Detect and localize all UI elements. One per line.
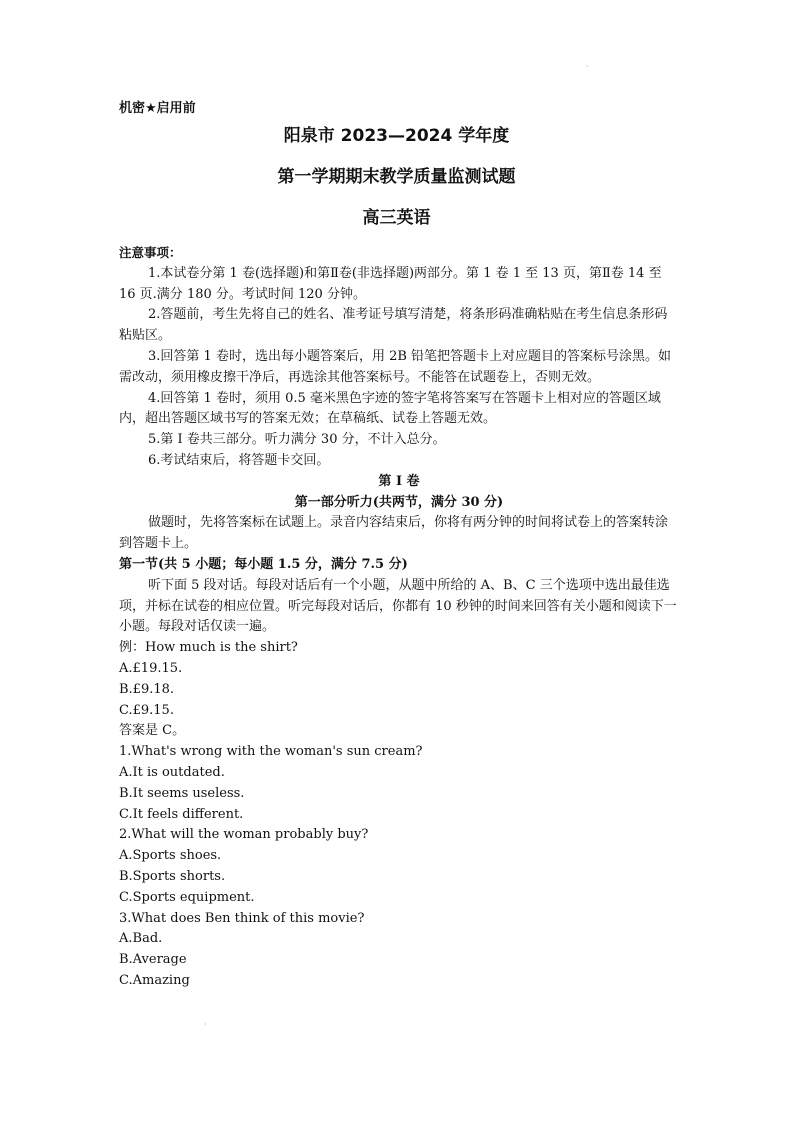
section1-instructions: 听下面 5 段对话。每段对话后有一个小题，从题中所给的 A、B、C 三个选项中选出最佳选项，并标在试卷的相应位置。听完每段对话后，你都有 10 秒钟的时间来回答有关小题和阅读下一小题。每段对话仅读一遍。 (119, 577, 677, 635)
question-1-option-b: B.It seems useless. (119, 785, 245, 801)
exam-title-subject: 高三英语 (362, 208, 431, 228)
example-option-c: C.£9.15. (119, 702, 174, 718)
exam-content (119, 243, 679, 992)
volume-heading: 第 I 卷 (378, 473, 420, 489)
example-answer: 答案是 C。 (119, 723, 186, 739)
scan-dot-top: · (586, 62, 589, 71)
part1-intro: 做题时，先将答案标在试题上。录音内容结束后，你将有两分钟的时间将试卷上的答案转涂到答题卡上。 (119, 515, 669, 552)
notice-item-1: 1.本试卷分第 1 卷(选择题)和第Ⅱ卷(非选择题)两部分。第 1 卷 1 至 13 页，第Ⅱ卷 14 至 16 页.满分 180 分。考试时间 120 分钟。 (119, 265, 662, 302)
example-option-b: B.£9.18. (119, 681, 175, 697)
question-1-option-a: A.It is outdated. (119, 764, 225, 780)
question-2: 2.What will the woman probably buy? (119, 827, 369, 843)
question-3-option-a: A.Bad. (119, 931, 163, 947)
question-2-option-b: B.Sports shorts. (119, 868, 226, 884)
question-2-option-c: C.Sports equipment. (119, 889, 255, 905)
question-1: 1.What's wrong with the woman's sun cream? (119, 744, 423, 760)
exam-title-name: 第一学期期末教学质量监测试题 (277, 167, 516, 187)
scan-dot-bottom: · (204, 1020, 207, 1029)
question-3-option-b: B.Average (119, 952, 187, 968)
exam-title-year: 阳泉市 2023—2024 学年度 (283, 126, 510, 146)
section1-heading: 第一节(共 5 小题；每小题 1.5 分，满分 7.5 分) (119, 556, 408, 572)
part1-heading: 第一部分听力(共两节，满分 30 分) (294, 494, 504, 510)
notice-item-2: 2.答题前，考生先将自己的姓名、准考证号填写清楚，将条形码准确粘贴在考生信息条形码粘贴区。 (119, 307, 668, 344)
example-option-a: A.£19.15. (119, 660, 183, 676)
question-3-option-c: C.Amazing (119, 972, 190, 988)
question-2-option-a: A.Sports shoes. (119, 848, 222, 864)
notice-item-6: 6.考试结束后，将答题卡交回。 (148, 452, 330, 468)
notice-item-3: 3.回答第 1 卷时，选出每小题答案后，用 2B 铅笔把答题卡上对应题目的答案标号涂黑。如需改动，须用橡皮擦干净后，再选涂其他答案标号。不能答在试题卷上，否则无效。 (119, 348, 672, 385)
notice-item-5: 5.第 I 卷共三部分。听力满分 30 分，不计入总分。 (148, 432, 446, 448)
confidential-label: 机密★启用前 (119, 101, 196, 116)
question-1-option-c: C.It feels different. (119, 806, 244, 822)
question-3: 3.What does Ben think of this movie? (119, 910, 365, 926)
notice-heading: 注意事项： (119, 245, 182, 260)
notice-item-4: 4.回答第 1 卷时，须用 0.5 毫米黑色字迹的签字笔将答案写在答题卡上相对应的答题区域内，超出答题区域书写的答案无效；在草稿纸、试卷上答题无效。 (119, 390, 661, 427)
example-question: 例：How much is the shirt? (119, 640, 298, 656)
